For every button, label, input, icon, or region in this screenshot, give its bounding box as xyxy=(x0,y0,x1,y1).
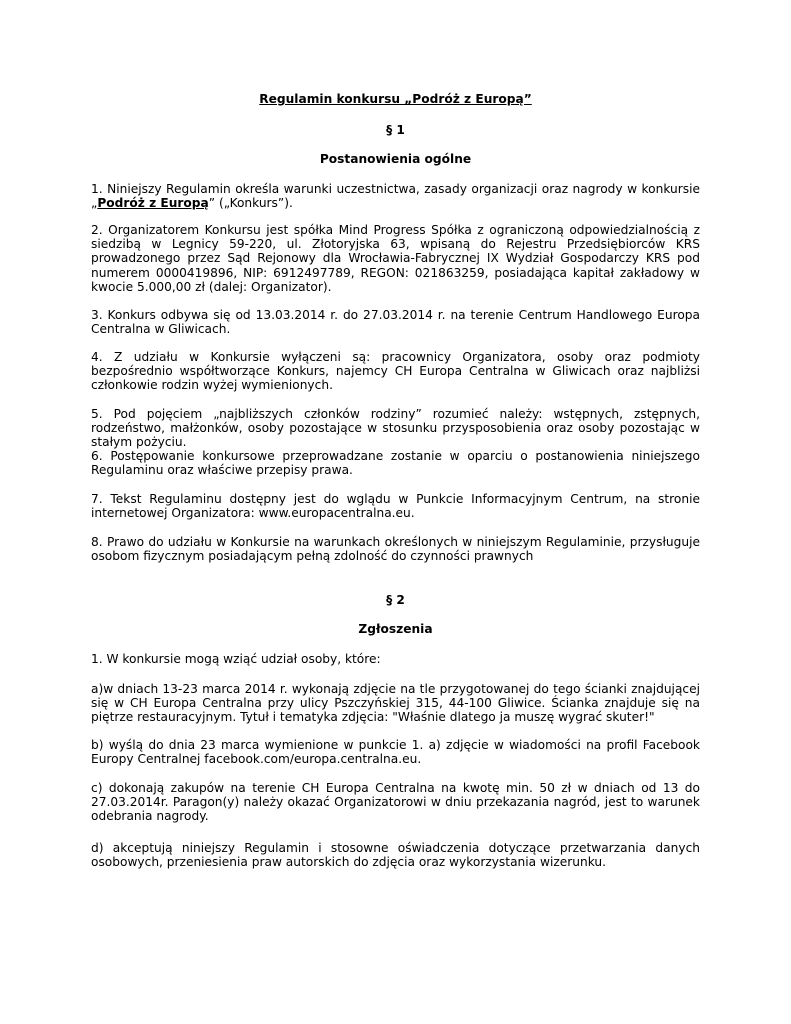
document-title: Regulamin konkursu „Podróż z Europą” xyxy=(259,92,532,106)
sec2-paragraph-b: b) wyślą do dnia 23 marca wymienione w punkcie 1. a) zdjęcie w wiadomości na profil Facebook Europy Centralnej facebook.com/europa.centralna.eu. xyxy=(91,738,700,767)
section-2-heading: Zgłoszenia xyxy=(358,622,433,636)
sec2-paragraph-a: a)w dniach 13-23 marca 2014 r. wykonają zdjęcie na tle przygotowanej do tego ścianki znajdującej się w CH Europa Centralna przy ulicy Pszczyńskiej 315, 44-100 Gliwice. Ścianka znajduje się na piętrze restauracyjnym. Tytuł i tematyka zdjęcia: "Właśnie dlatego ja muszę wygrać skuter!" xyxy=(91,682,700,725)
sec1-paragraph-5: 5. Pod pojęciem „najbliższych członków rodziny” rozumieć należy: wstępnych, zstępnych, rodzeństwo, małżonków, osoby pozostające w stosunku przysposobienia oraz osoby pozostając w stałym pożyciu. xyxy=(91,407,700,450)
sec2-paragraph-1: 1. W konkursie mogą wziąć udział osoby, które: xyxy=(91,652,381,666)
section-1-mark: § 1 xyxy=(386,123,405,137)
sec1-paragraph-6: 6. Postępowanie konkursowe przeprowadzane zostanie w oparciu o postanowienia niniejszego Regulaminu oraz właściwe przepisy prawa. xyxy=(91,449,700,478)
sec2-paragraph-c: c) dokonają zakupów na terenie CH Europa Centralna na kwotę min. 50 zł w dniach od 13 do 27.03.2014r. Paragon(y) należy okazać Organizatorowi w dniu przekazania nagród, jest to warunek odebrania nagrody. xyxy=(91,781,700,824)
section-2-mark: § 2 xyxy=(386,593,405,607)
sec1-paragraph-8: 8. Prawo do udziału w Konkursie na warunkach określonych w niniejszym Regulaminie, przysługuje osobom fizycznym posiadającym pełną zdolność do czynności prawnych xyxy=(91,535,700,564)
sec1-paragraph-2: 2. Organizatorem Konkursu jest spółka Mind Progress Spółka z ograniczoną odpowiedzialnością z siedzibą w Legnicy 59-220, ul. Złotoryjska 63, wpisaną do Rejestru Przedsiębiorców KRS prowadzonego przez Sąd Rejonowy dla Wrocławia-Fabrycznej IX Wydział Gospodarczy KRS pod numerem 0000419896, NIP: 6912497789, REGON: 021863259, posiadająca kapitał zakładowy w kwocie 5.000,00 zł (dalej: Organizator). xyxy=(91,223,700,294)
contest-name: Podróż z Europą xyxy=(97,196,209,211)
sec1-paragraph-7: 7. Tekst Regulaminu dostępny jest do wglądu w Punkcie Informacyjnym Centrum, na stronie internetowej Organizatora: www.europacentralna.eu. xyxy=(91,492,700,521)
sec2-paragraph-d: d) akceptują niniejszy Regulamin i stosowne oświadczenia dotyczące przetwarzania danych osobowych, przeniesienia praw autorskich do zdjęcia oraz wykorzystania wizerunku. xyxy=(91,841,700,870)
sec1-paragraph-4: 4. Z udziału w Konkursie wyłączeni są: pracownicy Organizatora, osoby oraz podmioty bezpośrednio współtworzące Konkurs, najemcy CH Europa Centralna w Gliwicach oraz najbliżsi członkowie rodzin wyżej wymienionych. xyxy=(91,350,700,393)
section-1-heading: Postanowienia ogólne xyxy=(319,152,472,166)
sec1-paragraph-3: 3. Konkurs odbywa się od 13.03.2014 r. do 27.03.2014 r. na terenie Centrum Handlowego Europa Centralna w Gliwicach. xyxy=(91,308,700,337)
sec1-paragraph-1: 1. Niniejszy Regulamin określa warunki uczestnictwa, zasady organizacji oraz nagrody w konkursie „Podróż z Europą” („Konkurs”). xyxy=(91,182,700,211)
